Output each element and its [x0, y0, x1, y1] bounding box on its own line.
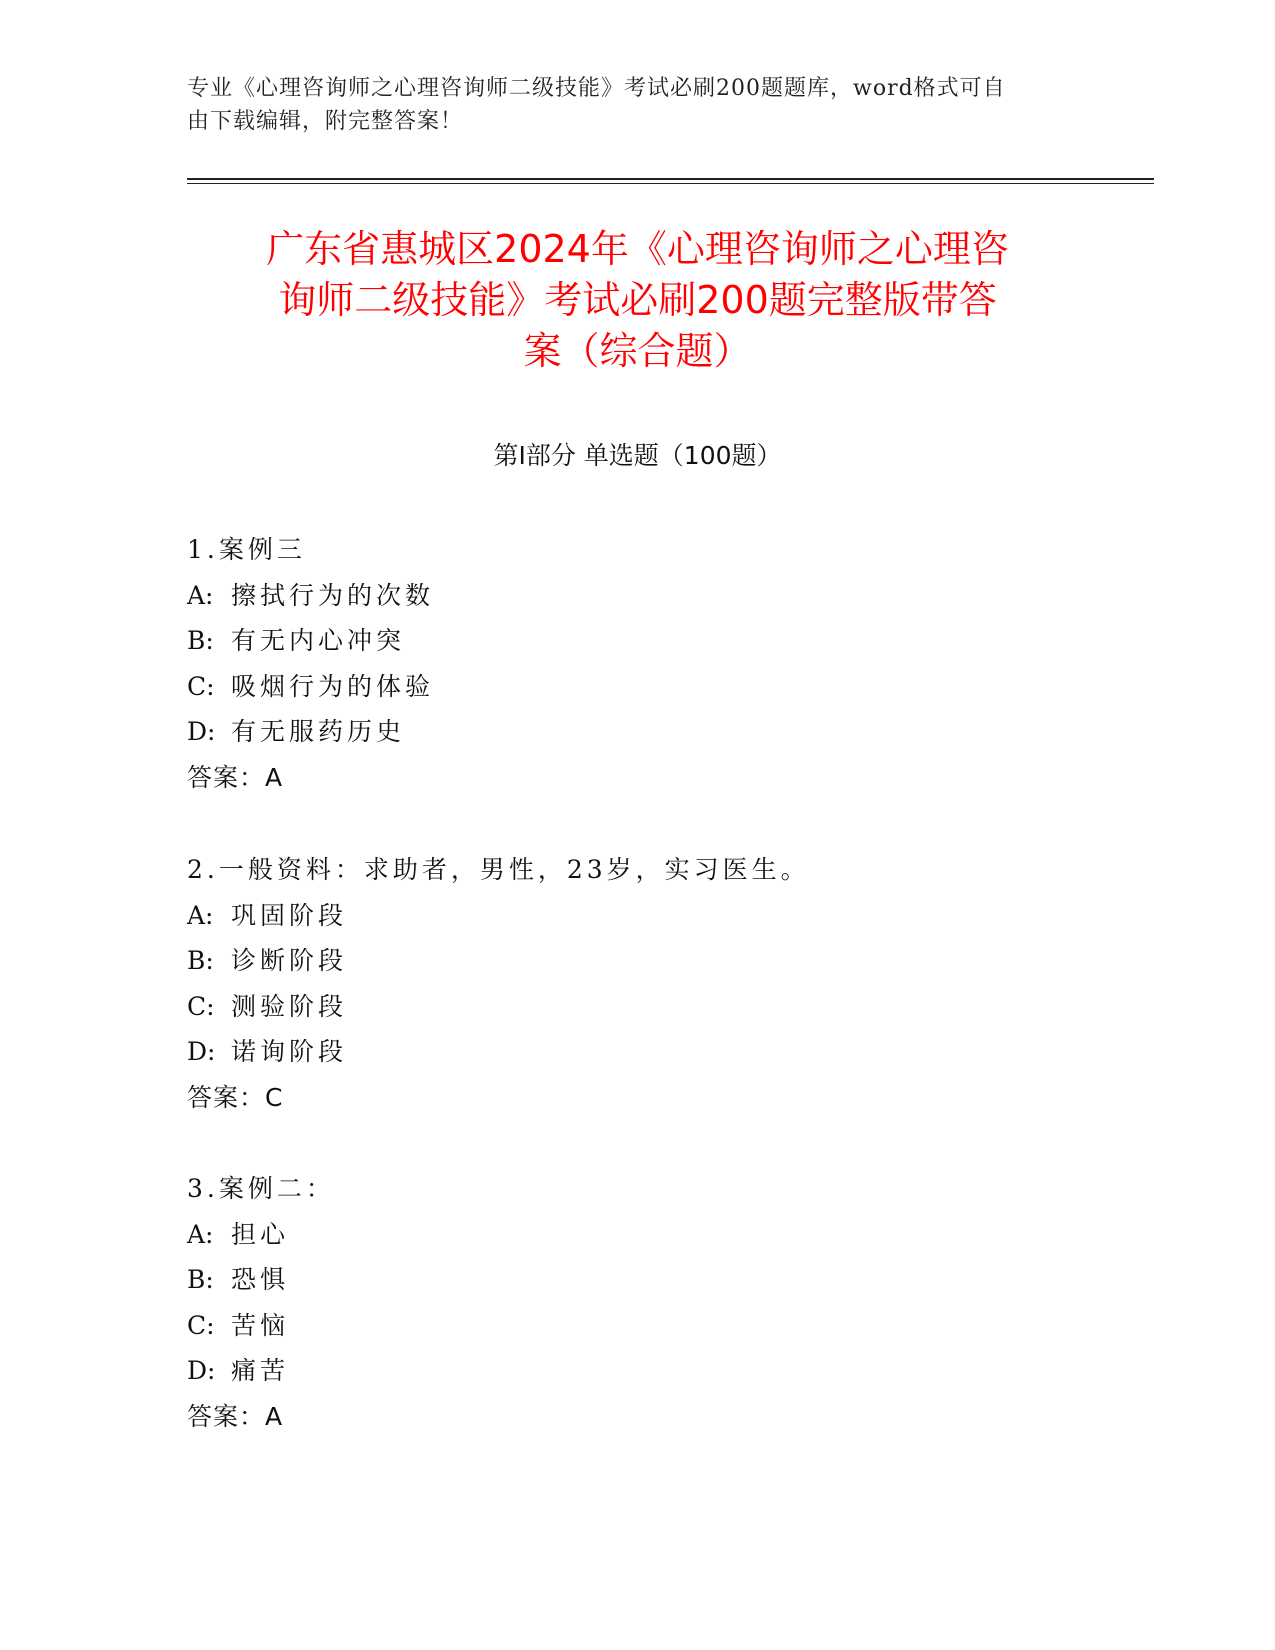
- option-letter: B:: [187, 1265, 214, 1294]
- document-title-line-1: 广东省惠城区2024年《心理咨询师之心理咨: [266, 227, 1009, 271]
- option-text: 有无内心冲突: [231, 626, 406, 655]
- option-a: [187, 893, 1087, 939]
- question-stem: 2.一般资料：求助者，男性，23岁，实习医生。: [187, 855, 810, 884]
- question-stem: 1.案例三: [187, 535, 306, 564]
- header-note: [187, 72, 1067, 138]
- option-text: 痛苦: [231, 1356, 290, 1385]
- option-text: 巩固阶段: [231, 900, 348, 930]
- option-text: 吸烟行为的体验: [231, 671, 435, 701]
- option-d: [187, 1348, 1087, 1394]
- option-letter: C:: [187, 1310, 215, 1340]
- document-title-line-2: 询师二级技能》考试必刷200题完整版带答: [278, 278, 997, 322]
- option-a: [187, 573, 1087, 619]
- option-a: [187, 1212, 1087, 1258]
- option-text: 恐惧: [231, 1265, 290, 1294]
- option-c: [187, 984, 1087, 1030]
- option-letter: B:: [187, 946, 214, 975]
- option-letter: D:: [187, 1356, 216, 1385]
- option-text: 诺询阶段: [231, 1037, 348, 1066]
- option-text: 测验阶段: [231, 991, 348, 1021]
- option-b: [187, 938, 1087, 984]
- header-note-line-1: 专业《心理咨询师之心理咨询师二级技能》考试必刷200题题库，word格式可自: [187, 76, 1006, 101]
- option-letter: C:: [187, 991, 215, 1021]
- option-c: [187, 664, 1087, 710]
- question-1: [187, 527, 1087, 800]
- header-divider-thick: [187, 178, 1154, 180]
- option-b: [187, 618, 1087, 664]
- option-text: 诊断阶段: [231, 946, 348, 975]
- option-d: [187, 709, 1087, 755]
- option-letter: D:: [187, 1037, 216, 1066]
- document-title-line-3: 案（综合题）: [523, 329, 752, 373]
- option-c: [187, 1303, 1087, 1349]
- section-title: 第I部分 单选题（100题）: [493, 441, 782, 470]
- document-title: [180, 224, 1095, 377]
- option-letter: A:: [187, 1219, 214, 1249]
- answer: 答案：A: [187, 762, 284, 792]
- option-text: 苦恼: [231, 1310, 290, 1340]
- header-note-line-2: 由下载编辑，附完整答案！: [187, 109, 464, 134]
- option-letter: A:: [187, 900, 214, 930]
- answer: 答案：A: [187, 1401, 284, 1431]
- option-d: [187, 1029, 1087, 1075]
- answer: 答案：C: [187, 1082, 284, 1112]
- header-divider-thin: [187, 183, 1154, 184]
- question-3: [187, 1166, 1087, 1439]
- option-letter: A:: [187, 580, 214, 610]
- option-letter: C:: [187, 671, 215, 701]
- option-text: 担心: [231, 1219, 290, 1249]
- question-stem: 3.案例二：: [187, 1174, 335, 1203]
- option-letter: B:: [187, 626, 214, 655]
- option-text: 有无服药历史: [231, 717, 406, 746]
- option-text: 擦拭行为的次数: [231, 580, 435, 610]
- option-letter: D:: [187, 717, 216, 746]
- option-b: [187, 1257, 1087, 1303]
- question-2: [187, 847, 1087, 1120]
